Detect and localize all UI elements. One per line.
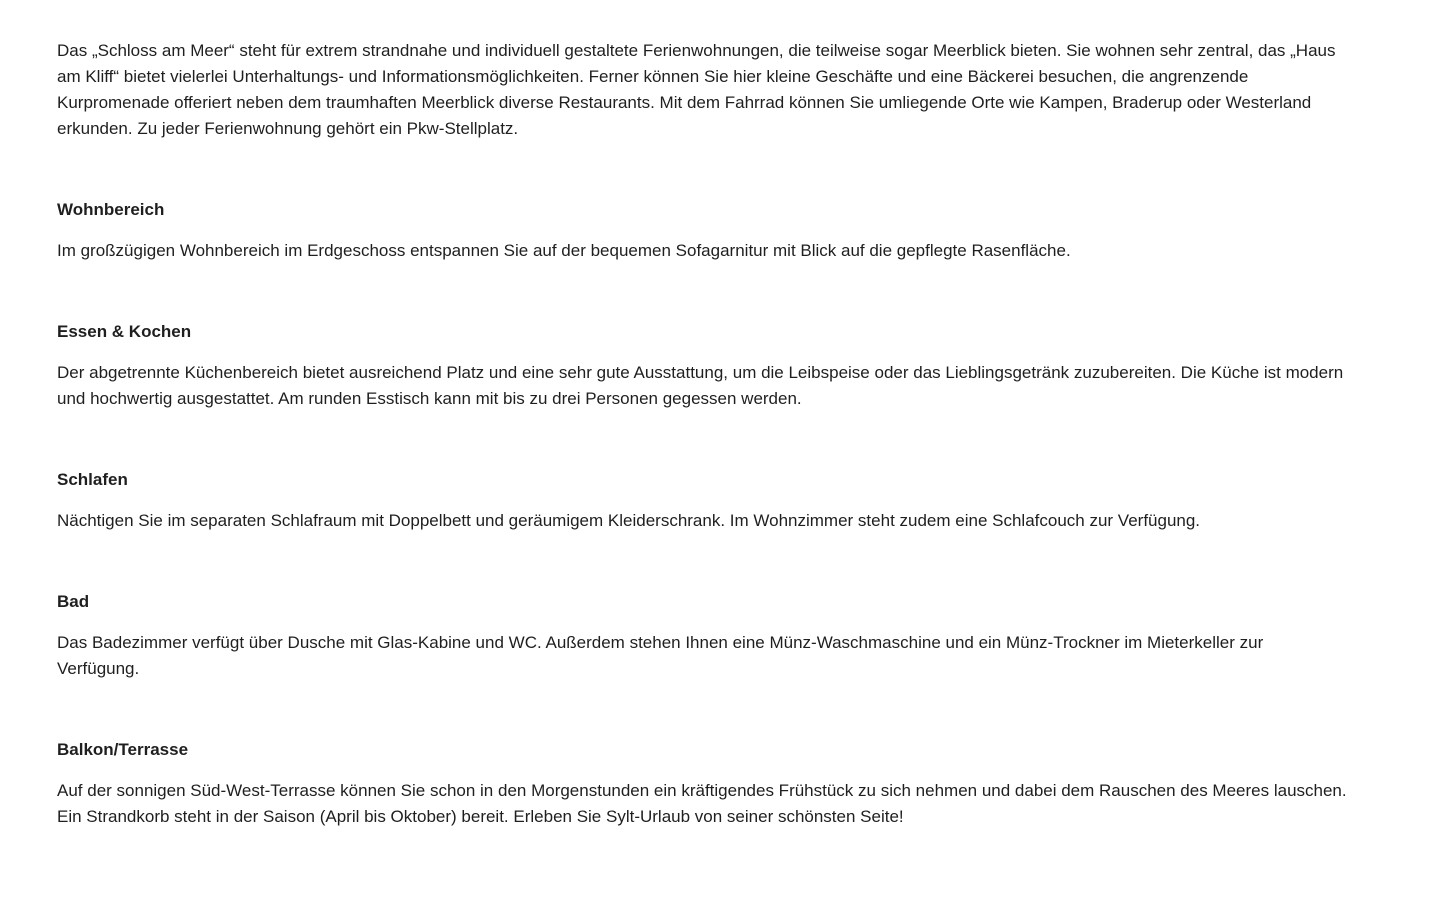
intro-paragraph: Das „Schloss am Meer“ steht für extrem strandnahe und individuell gestaltete Ferienwohnungen, die teilweise sogar Meerblick bieten. Sie wohnen sehr zentral, das „Haus am Kliff“ bietet vielerlei Unterhaltungs- und Informationsmöglichkeiten. Ferner können Sie hier kleine Geschäfte und eine Bäckerei besuchen, die angrenzende Kurpromenade offeriert neben dem traumhaften Meerblick diverse Restaurants. Mit dem Fahrrad können Sie umliegende Orte wie Kampen, Braderup oder Westerland erkunden. Zu jeder Ferienwohnung gehört ein Pkw-Stellplatz. (57, 41, 1336, 138)
section-text: Das Badezimmer verfügt über Dusche mit Glas-Kabine und WC. Außerdem stehen Ihnen eine Münz-Waschmaschine und ein Münz-Trockner im Mieterkeller zur Verfügung. (57, 633, 1264, 678)
section-text: Der abgetrennte Küchenbereich bietet ausreichend Platz und eine sehr gute Ausstattung, um die Leibspeise oder das Lieblingsgetränk zuzubereiten. Die Küche ist modern und hochwertig ausgestattet. Am runden Esstisch kann mit bis zu drei Personen gegessen werden. (57, 363, 1344, 408)
section-text: Auf der sonnigen Süd-West-Terrasse können Sie schon in den Morgenstunden ein kräftigendes Frühstück zu sich nehmen und dabei dem Rauschen des Meeres lauschen. Ein Strandkorb steht in der Saison (April bis Oktober) bereit. Erleben Sie Sylt-Urlaub von seiner schönsten Seite! (57, 781, 1347, 826)
document-content (57, 38, 1347, 830)
section-essen-kochen (57, 319, 1347, 412)
section-text: Im großzügigen Wohnbereich im Erdgeschoss entspannen Sie auf der bequemen Sofagarnitur mit Blick auf die gepflegte Rasenfläche. (57, 241, 1071, 260)
section-text: Nächtigen Sie im separaten Schlafraum mit Doppelbett und geräumigem Kleiderschrank. Im Wohnzimmer steht zudem eine Schlafcouch zur Verfügung. (57, 511, 1201, 530)
section-wohnbereich (57, 197, 1347, 264)
section-schlafen (57, 467, 1347, 534)
section-balkon-terrasse (57, 737, 1347, 830)
section-title: Bad (57, 592, 90, 611)
section-title: Wohnbereich (57, 200, 165, 219)
section-title: Balkon/Terrasse (57, 740, 189, 759)
section-title: Schlafen (57, 470, 128, 489)
section-title: Essen & Kochen (57, 322, 192, 341)
section-bad (57, 589, 1347, 682)
